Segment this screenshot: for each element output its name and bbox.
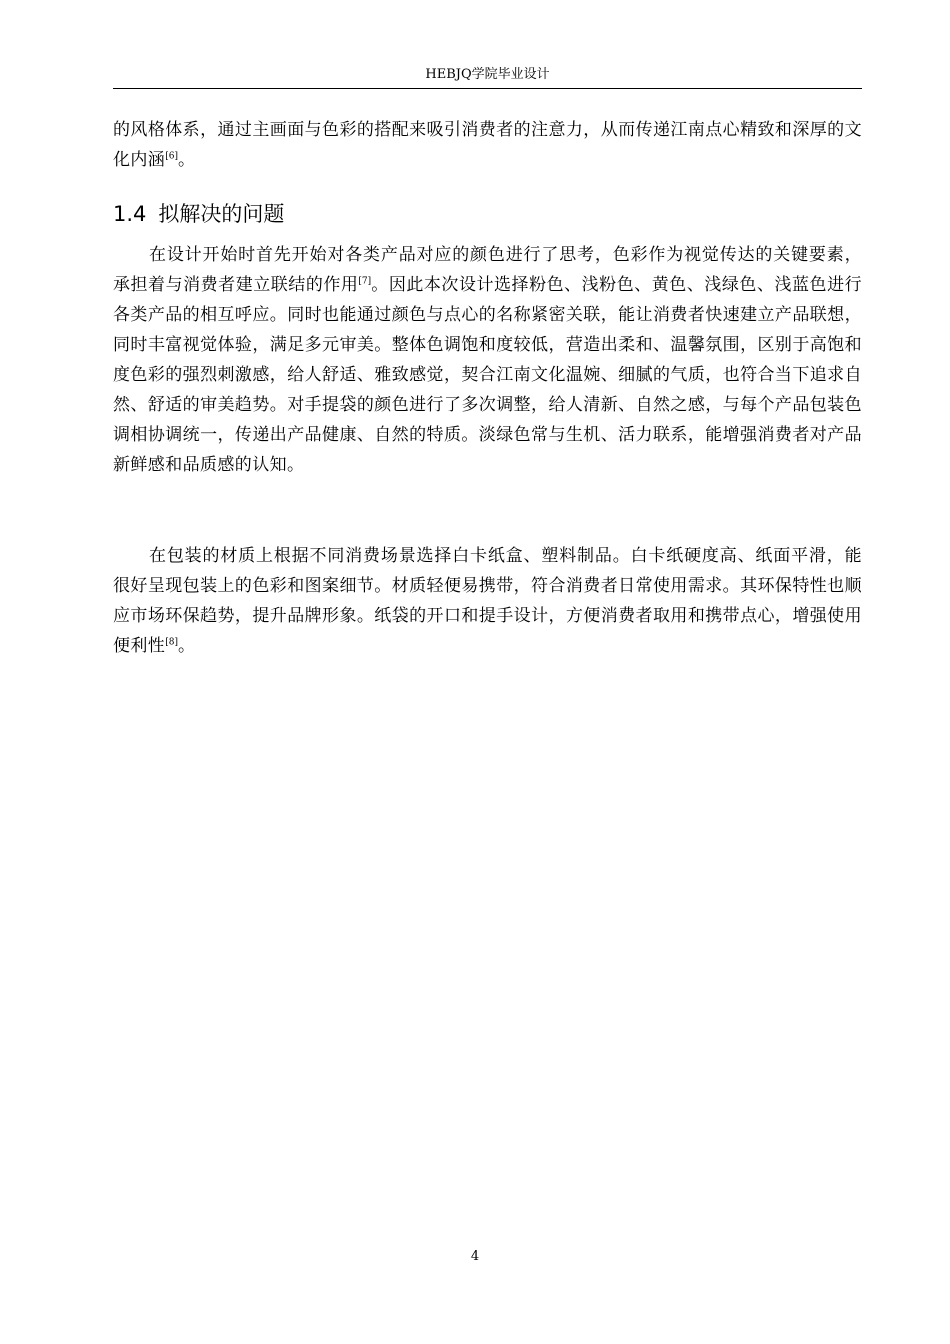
intro-paragraph-end: 。 — [177, 150, 196, 170]
paragraph-2-text: 在包装的材质上根据不同消费场景选择白卡纸盒、塑料制品。白卡纸硬度高、纸面平滑，能很好呈现包装上的色彩和图案细节。材质轻便易携带，符合消费者日常使用需求。其环保特性也顺应市场环保趋势，提升品牌形象。纸袋的开口和提手设计，方便消费者取用和携带点心，增强使用便利性 — [113, 546, 862, 656]
section-number: 1.4 — [113, 202, 147, 226]
citation-6: [6] — [165, 151, 178, 162]
page-number: 4 — [470, 1249, 480, 1264]
paragraph-1-part-1: 在设计开始时首先开始对各类产品对应的颜色进行了思考，色彩作为视觉传达的关键要素，承担着与消费者建立联结的作用 — [113, 245, 862, 295]
citation-7: [7] — [358, 276, 372, 287]
paragraph-material-design — [113, 541, 862, 661]
paragraph-color-design — [113, 240, 862, 480]
citation-8: [8] — [165, 637, 178, 648]
section-title: 拟解决的问题 — [158, 202, 285, 226]
header-title: HEBJQ学院毕业设计 — [425, 67, 550, 82]
page-header — [113, 62, 862, 89]
paragraph-1-part-2: 。因此本次设计选择粉色、浅粉色、黄色、浅绿色、浅蓝色进行各类产品的相互呼应。同时也能通过颜色与点心的名称紧密关联，能让消费者快速建立产品联想，同时丰富视觉体验，满足多元审美。整体色调饱和度较低，营造出柔和、温馨氛围，区别于高饱和度色彩的强烈刺激感，给人舒适、雅致感觉，契合江南文化温婉、细腻的气质，也符合当下追求自然、舒适的审美趋势。对手提袋的颜色进行了多次调整，给人清新、自然之感，与每个产品包装色调相协调统一，传递出产品健康、自然的特质。淡绿色常与生机、活力联系，能增强消费者对产品新鲜感和品质感的认知。 — [113, 275, 862, 475]
intro-paragraph-text: 的风格体系，通过主画面与色彩的搭配来吸引消费者的注意力，从而传递江南点心精致和深厚的文化内涵 — [113, 120, 862, 170]
section-heading — [113, 197, 284, 231]
intro-paragraph — [113, 115, 862, 175]
paragraph-2-end: 。 — [177, 636, 196, 656]
